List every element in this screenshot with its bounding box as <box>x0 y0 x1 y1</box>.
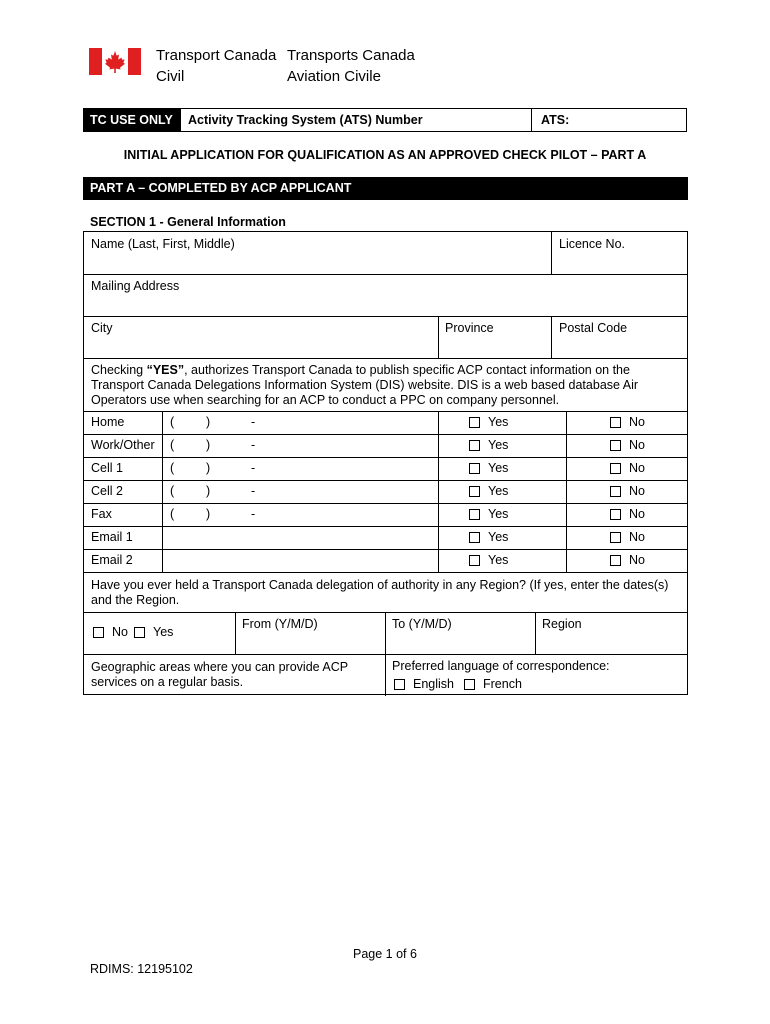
delegation-yes-checkbox[interactable] <box>134 627 145 638</box>
contact-dash: - <box>251 415 256 429</box>
ats-number-label: Activity Tracking System (ATS) Number <box>181 109 532 131</box>
geographic-areas-field[interactable]: Geographic areas where you can provide ACP services on a regular basis. <box>91 660 348 689</box>
yes-label: Yes <box>488 553 509 567</box>
part-a-header: PART A – COMPLETED BY ACP APPLICANT <box>83 177 688 200</box>
divider <box>551 232 552 274</box>
contact-open-paren: ( <box>170 461 175 475</box>
divider <box>235 612 236 654</box>
email-1-no-checkbox[interactable] <box>610 532 621 543</box>
contact-label-work: Work/Other <box>91 438 155 452</box>
contact-dash: - <box>251 461 256 475</box>
divider <box>84 457 687 458</box>
yes-label: Yes <box>488 507 509 521</box>
yes-label: Yes <box>488 484 509 498</box>
no-label: No <box>112 625 128 639</box>
divider <box>535 612 536 654</box>
canada-flag-icon <box>89 48 141 75</box>
yes-label: Yes <box>153 625 174 639</box>
no-label: No <box>629 530 645 544</box>
header-civil-fr: Aviation Civile <box>287 68 381 85</box>
divider <box>84 274 687 275</box>
language-label: Preferred language of correspondence: <box>392 659 610 673</box>
no-label: No <box>629 553 645 567</box>
divider <box>551 316 552 358</box>
divider <box>162 411 163 572</box>
contact-close-paren: ) <box>206 461 211 475</box>
header-transport-canada-fr: Transports Canada <box>287 47 415 64</box>
cell-1-yes-checkbox[interactable] <box>469 463 480 474</box>
email-2-no-checkbox[interactable] <box>610 555 621 566</box>
yes-label: Yes <box>488 415 509 429</box>
tc-use-table <box>83 108 687 132</box>
section-1-title: SECTION 1 - General Information <box>90 215 286 229</box>
contact-open-paren: ( <box>170 484 175 498</box>
no-label: No <box>629 484 645 498</box>
contact-label-cell-1: Cell 1 <box>91 461 123 475</box>
general-information-form <box>83 231 688 695</box>
contact-close-paren: ) <box>206 438 211 452</box>
tc-use-only-label: TC USE ONLY <box>84 109 181 131</box>
contact-label-fax: Fax <box>91 507 112 521</box>
region-field[interactable]: Region <box>542 617 582 631</box>
page-number: Page 1 of 6 <box>353 947 417 961</box>
yes-label: Yes <box>488 530 509 544</box>
english-label: English <box>413 677 454 691</box>
divider <box>84 549 687 550</box>
divider <box>84 411 687 412</box>
delegation-no-checkbox[interactable] <box>93 627 104 638</box>
email-1-yes-checkbox[interactable] <box>469 532 480 543</box>
licence-field[interactable]: Licence No. <box>559 237 626 251</box>
cell-2-no-checkbox[interactable] <box>610 486 621 497</box>
mailing-address-field[interactable]: Mailing Address <box>91 279 180 293</box>
home-yes-checkbox[interactable] <box>469 417 480 428</box>
fax-yes-checkbox[interactable] <box>469 509 480 520</box>
contact-open-paren: ( <box>170 507 175 521</box>
divider <box>84 358 687 359</box>
divider <box>84 316 687 317</box>
no-label: No <box>629 507 645 521</box>
ats-label[interactable]: ATS: <box>541 113 570 127</box>
form-title: INITIAL APPLICATION FOR QUALIFICATION AS AN APPROVED CHECK PILOT – PART A <box>123 148 647 162</box>
divider <box>84 572 687 573</box>
contact-open-paren: ( <box>170 415 175 429</box>
contact-close-paren: ) <box>206 484 211 498</box>
divider <box>84 480 687 481</box>
cell-1-no-checkbox[interactable] <box>610 463 621 474</box>
from-date-field[interactable]: From (Y/M/D) <box>242 617 318 631</box>
divider <box>84 434 687 435</box>
home-no-checkbox[interactable] <box>610 417 621 428</box>
contact-label-home: Home <box>91 415 125 429</box>
header-transport-canada-en: Transport Canada <box>156 47 277 64</box>
contact-dash: - <box>251 507 256 521</box>
header-civil-en: Civil <box>156 68 185 85</box>
postal-code-field[interactable]: Postal Code <box>559 321 628 335</box>
divider <box>84 654 687 655</box>
dis-consent-text: Checking “YES”, authorizes Transport Canada to publish specific ACP contact information on the Transport Canada Delegations Information System (DIS) website. DIS is a web based database Air Operators use when searching for an ACP to conduct a PPC on company personnel. <box>91 363 639 407</box>
french-checkbox[interactable] <box>464 679 475 690</box>
contact-label-email-1: Email 1 <box>91 530 133 544</box>
contact-close-paren: ) <box>206 415 211 429</box>
divider <box>84 526 687 527</box>
yes-label: Yes <box>488 438 509 452</box>
name-field[interactable]: Name (Last, First, Middle) <box>91 237 235 251</box>
contact-dash: - <box>251 484 256 498</box>
province-field[interactable]: Province <box>445 321 494 335</box>
contact-close-paren: ) <box>206 507 211 521</box>
contact-open-paren: ( <box>170 438 175 452</box>
no-label: No <box>629 415 645 429</box>
contact-label-email-2: Email 2 <box>91 553 133 567</box>
yes-label: Yes <box>488 461 509 475</box>
city-field[interactable]: City <box>91 321 113 335</box>
divider <box>438 316 439 358</box>
delegation-question: Have you ever held a Transport Canada delegation of authority in any Region? (If yes, enter the dates(s) and the Region. <box>91 578 669 607</box>
contact-label-cell-2: Cell 2 <box>91 484 123 498</box>
email-2-yes-checkbox[interactable] <box>469 555 480 566</box>
rdims-number: RDIMS: 12195102 <box>90 962 193 976</box>
no-label: No <box>629 438 645 452</box>
work-yes-checkbox[interactable] <box>469 440 480 451</box>
english-checkbox[interactable] <box>394 679 405 690</box>
fax-no-checkbox[interactable] <box>610 509 621 520</box>
to-date-field[interactable]: To (Y/M/D) <box>392 617 452 631</box>
divider <box>438 411 439 572</box>
french-label: French <box>483 677 522 691</box>
divider <box>84 503 687 504</box>
contact-dash: - <box>251 438 256 452</box>
no-label: No <box>629 461 645 475</box>
work-no-checkbox[interactable] <box>610 440 621 451</box>
divider <box>566 411 567 572</box>
cell-2-yes-checkbox[interactable] <box>469 486 480 497</box>
